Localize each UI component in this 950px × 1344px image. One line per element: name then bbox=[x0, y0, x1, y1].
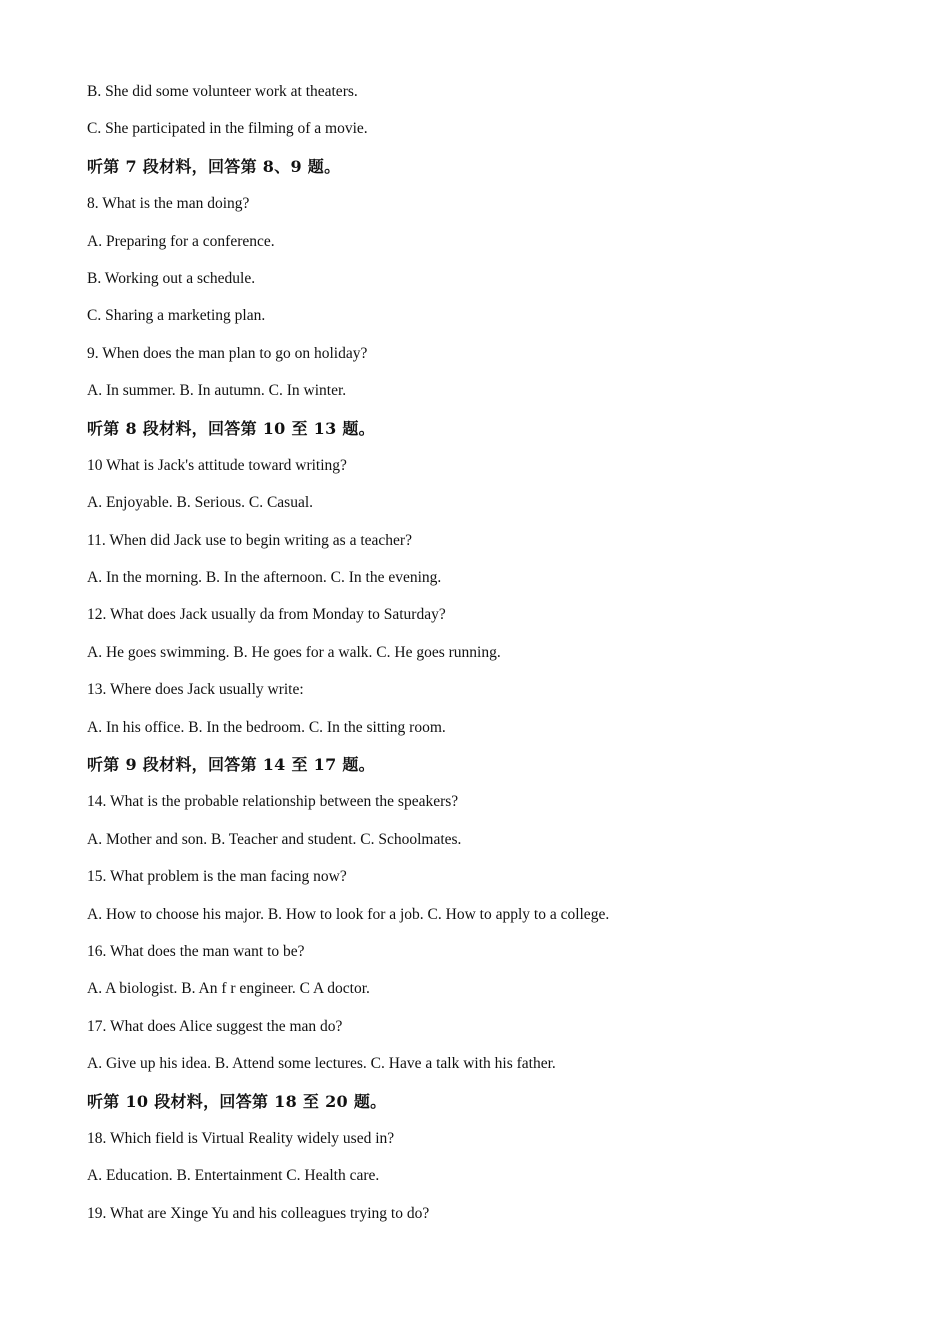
answer-options: A. In the morning. B. In the afternoon. C. In the evening. bbox=[87, 569, 442, 587]
answer-options: A. He goes swimming. B. He goes for a walk. C. He goes running. bbox=[87, 643, 501, 661]
question: 11. When did Jack use to begin writing as a teacher? bbox=[87, 531, 412, 549]
exam-content bbox=[87, 78, 887, 1237]
answer-options: A. A biologist. B. An f r engineer. C A doctor. bbox=[87, 980, 370, 998]
answer-option: C. Sharing a marketing plan. bbox=[87, 307, 266, 325]
question: 15. What problem is the man facing now? bbox=[87, 868, 347, 886]
answer-option: B. She did some volunteer work at theaters. bbox=[87, 83, 358, 100]
answer-option: A. Preparing for a conference. bbox=[87, 232, 275, 250]
answer-option: C. She participated in the filming of a movie. bbox=[87, 120, 368, 138]
section-heading: 听第 7 段材料，回答第 8、9 题。 bbox=[87, 156, 341, 176]
section-heading: 听第 10 段材料，回答第 18 至 20 题。 bbox=[87, 1091, 387, 1111]
answer-options: A. In his office. B. In the bedroom. C. In the sitting room. bbox=[87, 718, 446, 736]
question: 19. What are Xinge Yu and his colleagues trying to do? bbox=[87, 1204, 430, 1222]
question: 18. Which field is Virtual Reality widely used in? bbox=[87, 1129, 395, 1147]
question: 14. What is the probable relationship between the speakers? bbox=[87, 793, 459, 811]
answer-options: A. Education. B. Entertainment C. Health care. bbox=[87, 1167, 380, 1185]
answer-options: A. In summer. B. In autumn. C. In winter. bbox=[87, 382, 347, 400]
question: 12. What does Jack usually da from Monday to Saturday? bbox=[87, 606, 446, 624]
question: 17. What does Alice suggest the man do? bbox=[87, 1017, 343, 1035]
section-heading: 听第 8 段材料，回答第 10 至 13 题。 bbox=[87, 418, 375, 438]
answer-options: A. How to choose his major. B. How to look for a job. C. How to apply to a college. bbox=[87, 905, 610, 923]
answer-option: B. Working out a schedule. bbox=[87, 269, 256, 287]
answer-options: A. Mother and son. B. Teacher and student. C. Schoolmates. bbox=[87, 830, 462, 848]
question: 13. Where does Jack usually write: bbox=[87, 681, 304, 699]
question: 9. When does the man plan to go on holiday? bbox=[87, 344, 368, 362]
section-heading: 听第 9 段材料，回答第 14 至 17 题。 bbox=[87, 755, 375, 775]
question: 16. What does the man want to be? bbox=[87, 942, 305, 960]
question: 8. What is the man doing? bbox=[87, 195, 250, 213]
question: 10 What is Jack's attitude toward writing? bbox=[87, 456, 347, 474]
answer-options: A. Give up his idea. B. Attend some lectures. C. Have a talk with his father. bbox=[87, 1055, 556, 1073]
answer-options: A. Enjoyable. B. Serious. C. Casual. bbox=[87, 494, 314, 512]
